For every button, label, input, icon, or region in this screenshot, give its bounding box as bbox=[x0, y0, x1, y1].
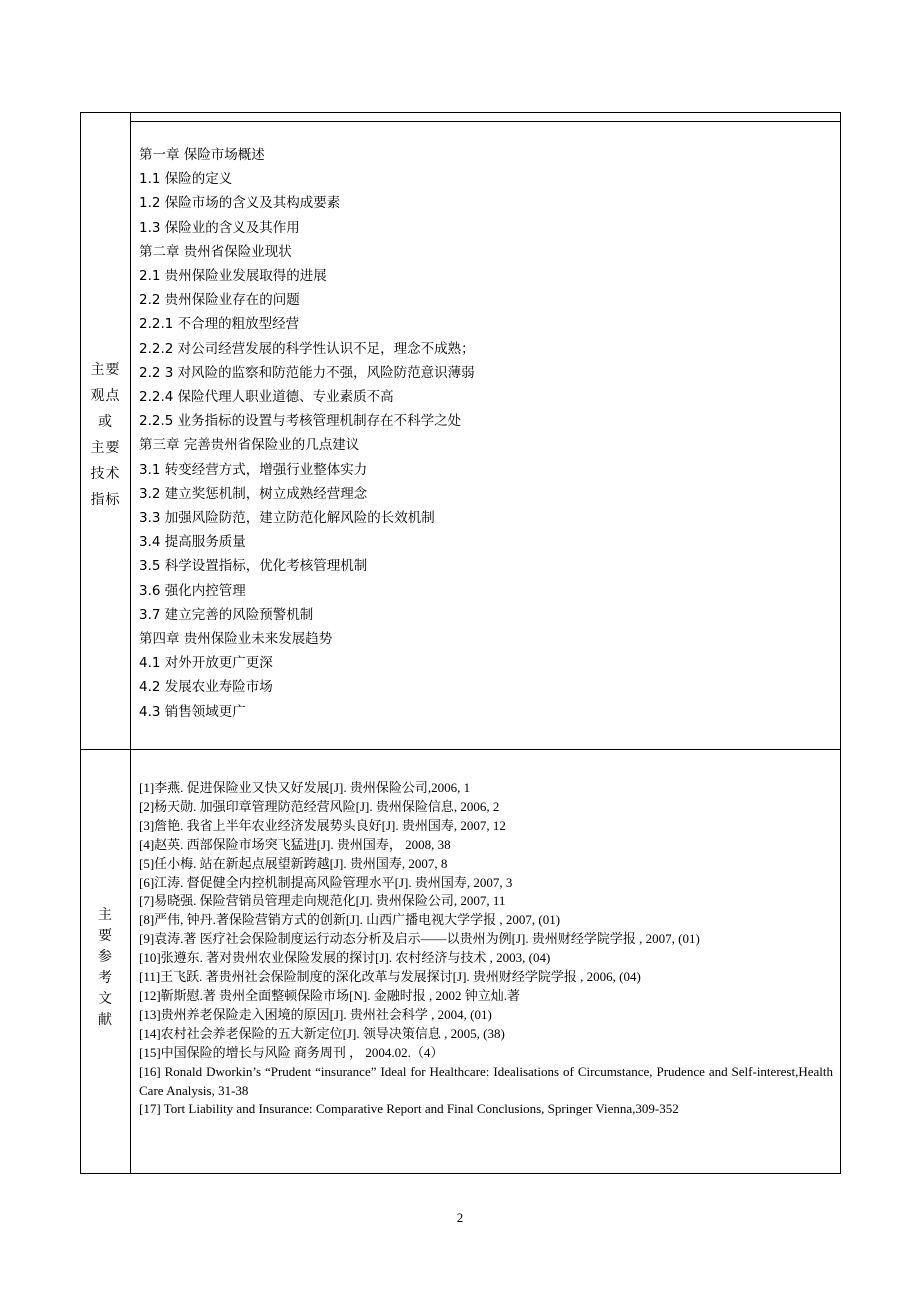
page-number: 2 bbox=[456, 1210, 464, 1225]
label-line: 观点 bbox=[90, 388, 121, 404]
reference-list bbox=[139, 779, 833, 1119]
label-line: 指标 bbox=[90, 492, 121, 508]
outline-item: 3.2 建立奖惩机制，树立成熟经营理念 bbox=[139, 485, 368, 502]
outline-item: 第二章 贵州省保险业现状 bbox=[139, 243, 292, 260]
reference-item: [1]李燕. 促进保险业又快又好发展[J]. 贵州保险公司,2006, 1 bbox=[139, 780, 471, 795]
outline-item: 1.2 保险市场的含义及其构成要素 bbox=[139, 195, 341, 212]
outline-item: 3.4 提高服务质量 bbox=[139, 534, 246, 551]
reference-item: [10]张遵东. 著对贵州农业保险发展的探讨[J]. 农村经济与技术 , 2003, (04) bbox=[139, 950, 551, 966]
outline-item: 第三章 完善贵州省保险业的几点建议 bbox=[139, 437, 360, 454]
outline-item: 1.1 保险的定义 bbox=[139, 171, 233, 188]
label-line: 考 bbox=[98, 970, 113, 986]
label-line: 或 bbox=[98, 414, 113, 430]
section-label-references bbox=[81, 905, 130, 1031]
reference-item: [8]严伟, 钟丹.著保险营销方式的创新[J]. 山西广播电视大学学报 , 2007, (01) bbox=[139, 912, 561, 928]
outline-item: 4.3 销售领域更广 bbox=[139, 703, 246, 720]
reference-item: [3]詹艳. 我省上半年农业经济发展势头良好[J]. 贵州国寿, 2007, 12 bbox=[139, 817, 506, 833]
outline-item: 3.1 转变经营方式，增强行业整体实力 bbox=[139, 461, 368, 478]
outline-item: 2.1 贵州保险业发展取得的进展 bbox=[139, 268, 327, 285]
label-line: 参 bbox=[98, 949, 113, 965]
label-line: 要 bbox=[98, 928, 113, 944]
inner-top-rule bbox=[130, 121, 840, 122]
outline-item: 2.2.1 不合理的粗放型经营 bbox=[139, 316, 300, 333]
outline-item: 2.2.2 对公司经营发展的科学性认识不足，理念不成熟； bbox=[139, 340, 475, 357]
proposal-table bbox=[80, 112, 841, 1174]
outline-item: 3.6 强化内控管理 bbox=[139, 582, 246, 599]
reference-item: [12]靳斯慰.著 贵州全面整顿保险市场[N]. 金融时报 , 2002 钟立灿.著 bbox=[139, 987, 520, 1003]
label-line: 文 bbox=[98, 991, 113, 1007]
outline-item: 2.2.4 保险代理人职业道德、专业素质不高 bbox=[139, 389, 394, 406]
reference-item: [7]易晓强. 保险营销员管理走向规范化[J]. 贵州保险公司, 2007, 11 bbox=[139, 893, 506, 909]
outline-item: 3.5 科学设置指标，优化考核管理机制 bbox=[139, 558, 368, 575]
outline-item: 4.1 对外开放更广更深 bbox=[139, 655, 273, 672]
outline-item: 3.7 建立完善的风险预警机制 bbox=[139, 606, 314, 623]
reference-item: [4]赵英. 西部保险市场突飞猛进[J]. 贵州国寿， 2008, 38 bbox=[139, 836, 451, 852]
label-line: 技术 bbox=[90, 466, 121, 482]
reference-item: [17] Tort Liability and Insurance: Comparative Report and Final Conclusions, Springer Vienna,309-352 bbox=[139, 1101, 679, 1117]
outline-list bbox=[139, 143, 829, 724]
reference-item: [6]江涛. 督促健全内控机制提高风险管理水平[J]. 贵州国寿, 2007, 3 bbox=[139, 874, 513, 890]
reference-item: [11]王飞跃. 著贵州社会保险制度的深化改革与发展探讨[J]. 贵州财经学院学报 , 2006, (04) bbox=[139, 969, 641, 985]
reference-item: [5]任小梅. 站在新起点展望新跨越[J]. 贵州国寿, 2007, 8 bbox=[139, 855, 448, 871]
reference-item: [2]杨天勋. 加强印章管理防范经营风险[J]. 贵州保险信息, 2006, 2 bbox=[139, 798, 500, 814]
label-line: 主 bbox=[98, 907, 113, 923]
label-line: 主要 bbox=[90, 440, 121, 456]
section-label-main-points bbox=[81, 357, 130, 513]
label-line: 献 bbox=[98, 1012, 113, 1028]
reference-item: [15]中国保险的增长与风险 商务周刊 ， 2004.02.（4） bbox=[139, 1044, 444, 1060]
label-line: 主要 bbox=[90, 362, 121, 378]
reference-item: [14]农村社会养老保险的五大新定位[J]. 领导决策信息 , 2005, (38) bbox=[139, 1025, 505, 1041]
outline-item: 2.2.5 业务指标的设置与考核管理机制存在不科学之处 bbox=[139, 413, 462, 430]
reference-item: [13]贵州养老保险走入困境的原因[J]. 贵州社会科学 , 2004, (01) bbox=[139, 1006, 492, 1022]
column-divider bbox=[130, 113, 131, 1173]
row-divider bbox=[81, 749, 840, 750]
outline-item: 1.3 保险业的含义及其作用 bbox=[139, 219, 300, 236]
outline-item: 第四章 贵州保险业未来发展趋势 bbox=[139, 631, 333, 648]
outline-item: 2.2 3 对风险的监察和防范能力不强，风险防范意识薄弱 bbox=[139, 364, 475, 381]
outline-item: 2.2 贵州保险业存在的问题 bbox=[139, 292, 300, 309]
outline-item: 4.2 发展农业寿险市场 bbox=[139, 679, 273, 696]
outline-item: 3.3 加强风险防范，建立防范化解风险的长效机制 bbox=[139, 510, 435, 527]
outline-item: 第一章 保险市场概述 bbox=[139, 147, 265, 163]
reference-item: [16] Ronald Dworkin’s “Prudent “insurance” Ideal for Healthcare: Idealisations of Circumstance, Prudence and Self-interest,Health Care Analysis, 31-38 bbox=[139, 1063, 833, 1098]
reference-item: [9]袁涛.著 医疗社会保险制度运行动态分析及启示——以贵州为例[J]. 贵州财经学院学报 , 2007, (01) bbox=[139, 931, 700, 947]
